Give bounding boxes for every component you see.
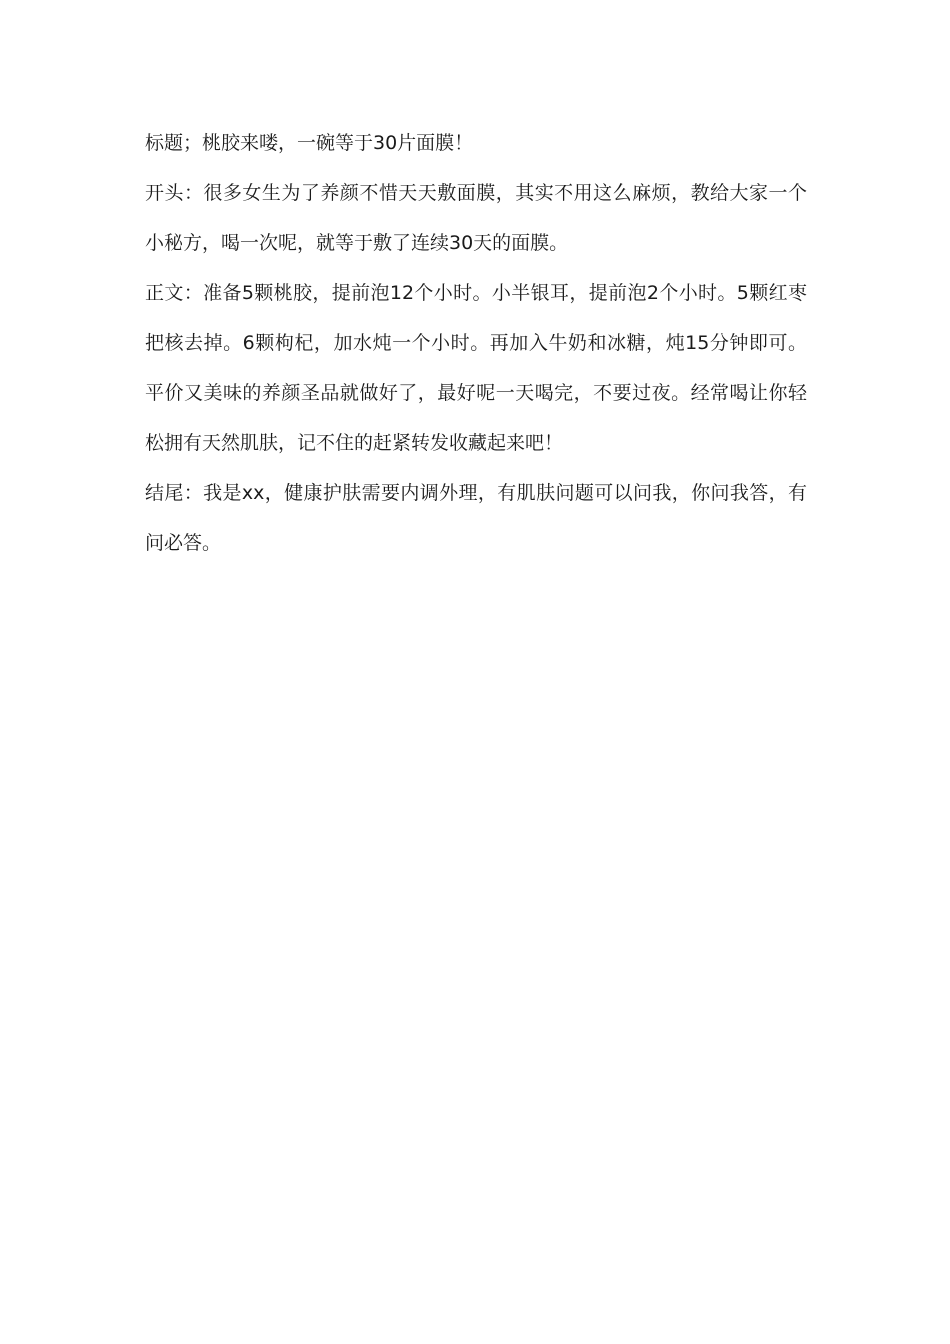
document-body: [145, 118, 807, 568]
body-paragraph: 正文：准备5颗桃胶，提前泡12个小时。小半银耳，提前泡2个小时。5颗红枣把核去掉。6颗枸杞，加水炖一个小时。再加入牛奶和冰糖，炖15分钟即可。平价又美味的养颜圣品就做好了，最好呢一天喝完，不要过夜。经常喝让你轻松拥有天然肌肤，记不住的赶紧转发收藏起来吧！: [145, 282, 807, 454]
ending-paragraph: 结尾：我是xx，健康护肤需要内调外理，有肌肤问题可以问我，你问我答，有问必答。: [145, 482, 807, 554]
title-paragraph: 标题；桃胶来喽，一碗等于30片面膜！: [145, 132, 474, 154]
opening-paragraph: 开头：很多女生为了养颜不惜天天敷面膜，其实不用这么麻烦，教给大家一个小秘方，喝一次呢，就等于敷了连续30天的面膜。: [145, 182, 807, 254]
